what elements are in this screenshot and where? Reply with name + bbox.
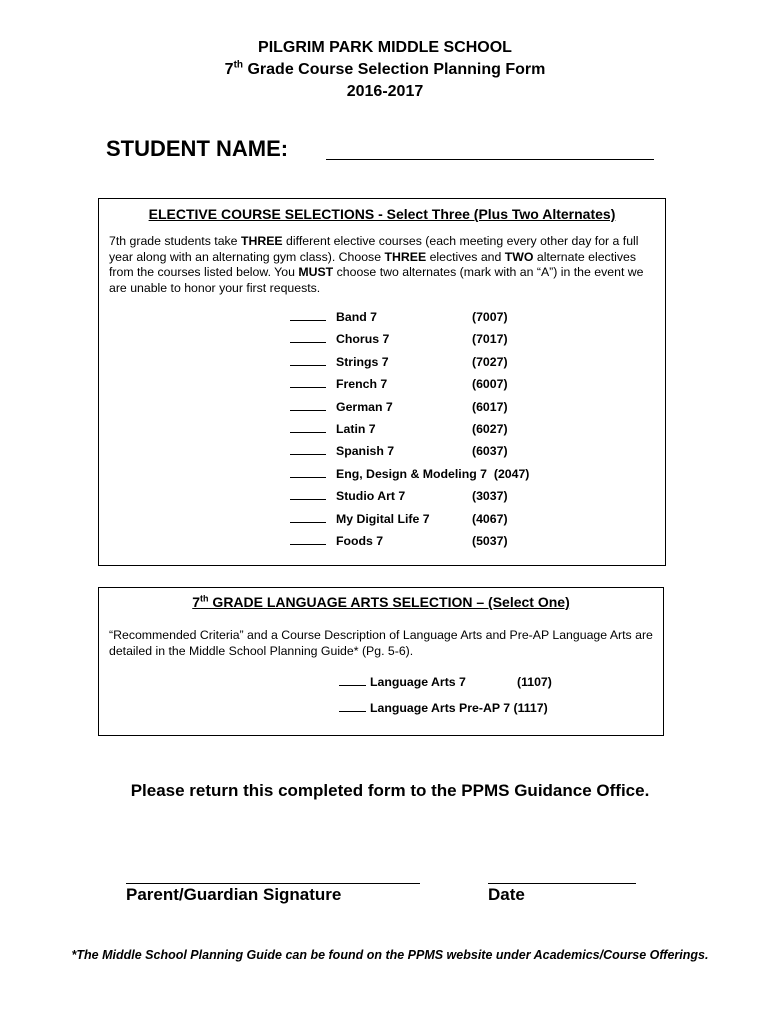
elective-box-title: ELECTIVE COURSE SELECTIONS - Select Three (Plus Two Alternates) (148, 206, 616, 222)
return-instruction: Please return this completed form to the PPMS Guidance Office. (130, 781, 650, 800)
school-year: 2016-2017 (346, 83, 424, 100)
course-name: Spanish 7 (336, 444, 395, 459)
instr-bold-1: THREE (240, 234, 283, 248)
option-selection-blank[interactable] (339, 674, 366, 686)
course-selection-blank[interactable] (290, 376, 326, 388)
course-row (290, 354, 650, 370)
instr-text-4: alternate electives from the courses listed below. You (109, 249, 636, 279)
course-name (336, 466, 529, 482)
instr-bold-2: THREE (384, 249, 427, 264)
course-name: Studio Art 7 (336, 489, 406, 504)
option-name: Language Arts 7 (370, 675, 466, 689)
option-selection-blank[interactable] (339, 700, 366, 712)
course-selection-blank[interactable] (290, 354, 326, 366)
instr-bold-4: MUST (298, 265, 334, 279)
course-selection-blank[interactable] (290, 443, 326, 455)
parent-signature-label: Parent/Guardian Signature (126, 885, 342, 904)
school-name: PILGRIM PARK MIDDLE SCHOOL (258, 39, 512, 56)
language-arts-option (339, 674, 659, 690)
course-selection-blank[interactable] (290, 466, 326, 478)
form-title-text: Grade Course Selection Planning Form (243, 61, 546, 78)
course-code: (7027) (472, 354, 508, 369)
course-name: Strings 7 (336, 354, 389, 369)
parent-signature-field[interactable] (126, 883, 420, 884)
course-selection-blank[interactable] (290, 309, 326, 321)
course-code: (4067) (472, 511, 508, 526)
course-row (290, 466, 650, 482)
course-code: (3037) (472, 489, 508, 504)
footnote: *The Middle School Planning Guide can be found on the PPMS website under Academics/Course Offerings. (71, 948, 709, 962)
instr-text-5: choose two alternates (mark with an “A”) in the event we are unable to honor your first requests. (109, 265, 644, 295)
course-row (290, 421, 650, 437)
course-code: (6037) (472, 444, 508, 459)
grade-number: 7 (224, 61, 234, 78)
date-field[interactable] (488, 883, 636, 884)
course-selection-blank[interactable] (290, 331, 326, 343)
title-text: GRADE LANGUAGE ARTS SELECTION – (Select One) (208, 594, 570, 610)
course-selection-blank[interactable] (290, 533, 326, 545)
instr-bold-3: TWO (504, 249, 534, 264)
course-selection-blank[interactable] (290, 488, 326, 500)
course-code: (7007) (472, 310, 508, 324)
option-name: Language Arts Pre-AP 7 (1117) (370, 701, 548, 715)
instr-text-1: 7th grade students take (109, 234, 241, 248)
course-name: Foods 7 (336, 534, 384, 548)
course-name: French 7 (336, 377, 388, 392)
elective-instructions (109, 234, 657, 296)
course-code: (6017) (472, 399, 508, 414)
course-name: Chorus 7 (336, 332, 390, 347)
course-selection-blank[interactable] (290, 511, 326, 523)
title-grade-number: 7 (192, 594, 201, 610)
course-code: (6027) (472, 422, 508, 436)
student-name-field[interactable] (326, 159, 654, 160)
date-label: Date (488, 885, 525, 904)
course-name: Latin 7 (336, 422, 376, 436)
title-grade-superscript: th (200, 593, 209, 604)
course-name-text: Eng, Design & Modeling 7 (336, 466, 487, 481)
grade-superscript: th (233, 59, 244, 71)
form-title (0, 60, 770, 80)
course-selection-blank[interactable] (290, 421, 326, 433)
instr-text-3: electives and (426, 249, 505, 264)
language-arts-selection-box (98, 587, 664, 736)
course-code: (6007) (472, 377, 508, 392)
course-row (290, 309, 650, 325)
course-code: (2047) (493, 466, 530, 481)
course-row (290, 511, 650, 527)
language-arts-description: “Recommended Criteria” and a Course Description of Language Arts and Pre-AP Language Arts are detailed in the Middle School Planning Guide* (Pg. 5-6). (109, 628, 653, 658)
course-name: Band 7 (336, 310, 377, 324)
course-name: German 7 (336, 399, 393, 414)
course-row (290, 488, 650, 504)
elective-selection-box (98, 198, 666, 566)
option-code: (1107) (517, 675, 552, 689)
course-selection-blank[interactable] (290, 399, 326, 411)
course-row (290, 533, 650, 549)
instr-text-2: different elective courses (each meeting every other day for a full year along with an alternating gym class). Choose (109, 234, 639, 264)
student-name-label: STUDENT NAME: (106, 136, 289, 161)
course-row (290, 331, 650, 347)
language-arts-option (339, 700, 659, 716)
course-name: My Digital Life 7 (336, 511, 430, 526)
course-code: (7017) (472, 332, 508, 347)
course-row (290, 376, 650, 392)
language-arts-box-title (99, 594, 663, 610)
course-code: (5037) (472, 534, 508, 548)
course-row (290, 399, 650, 415)
course-row (290, 443, 650, 459)
